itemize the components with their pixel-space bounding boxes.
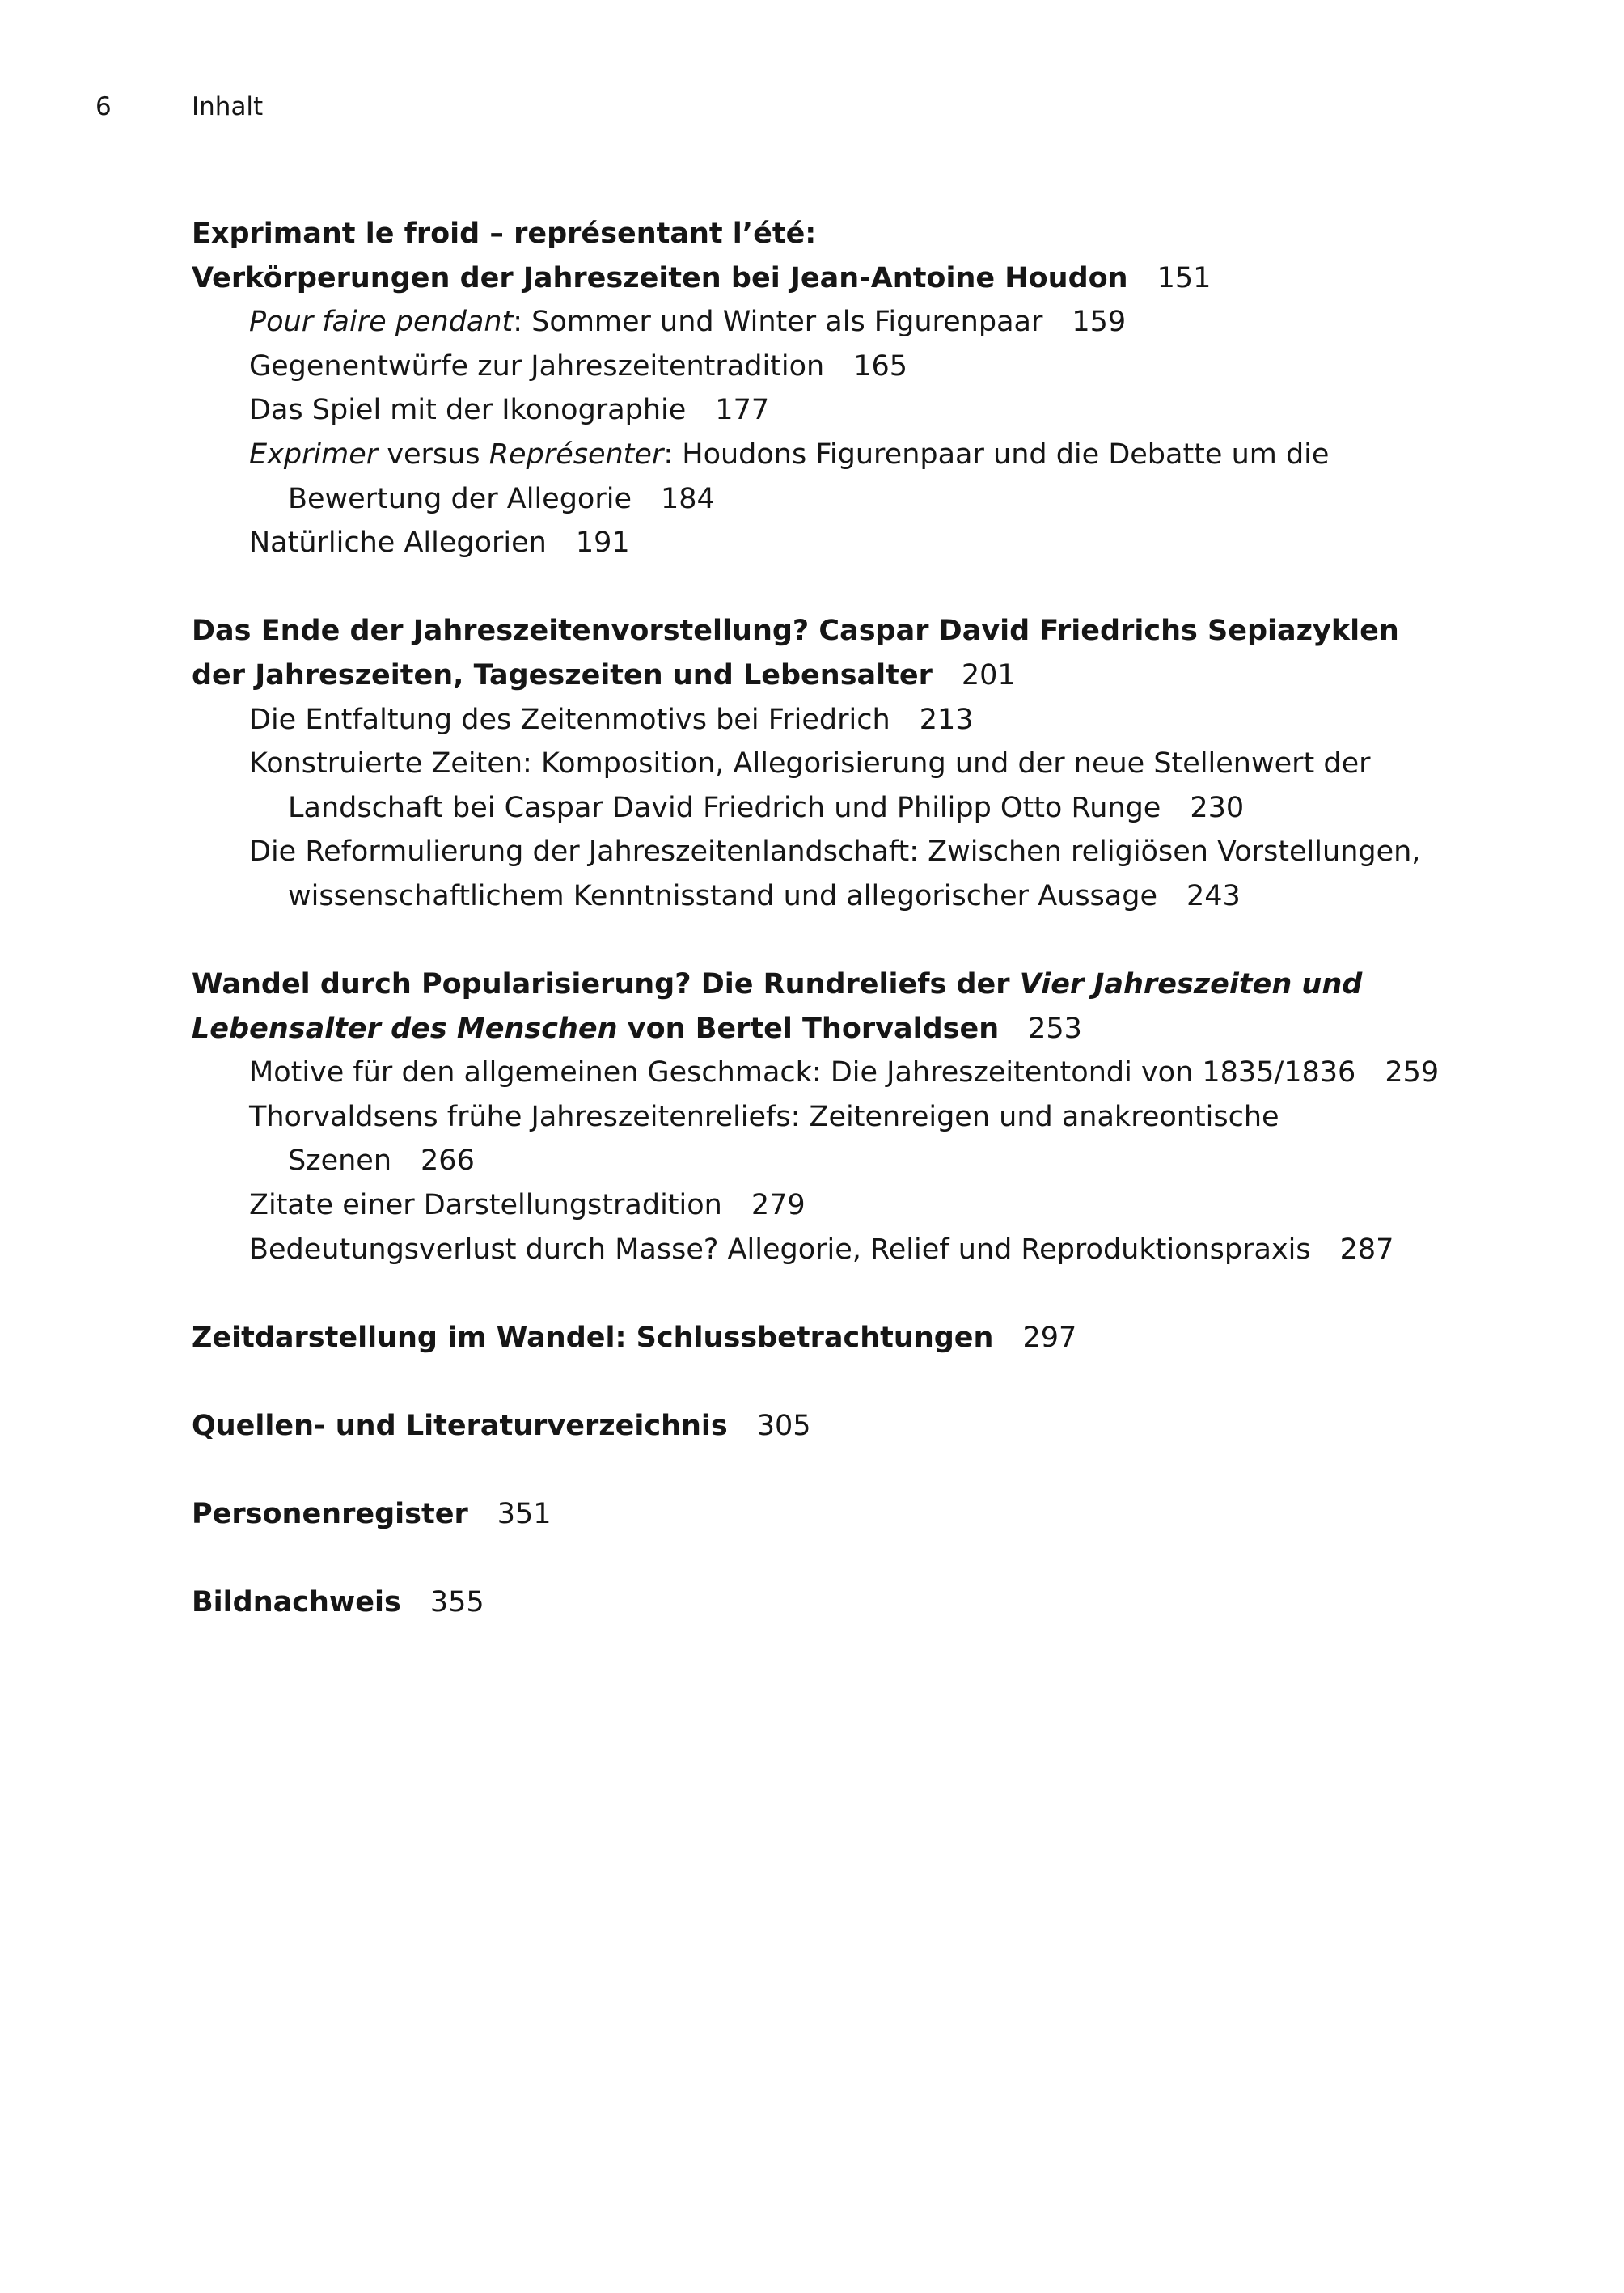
toc-chapter-houdon[interactable]	[192, 212, 1453, 300]
page-ref: 159	[1072, 306, 1127, 339]
section-title-italic: Représenter	[488, 438, 664, 471]
page-ref: 355	[429, 1586, 484, 1619]
toc-section[interactable]	[192, 698, 1453, 742]
toc-section[interactable]	[192, 388, 1453, 433]
section-title: versus	[378, 438, 489, 471]
toc-chapter-thorvaldsen[interactable]	[192, 962, 1453, 1051]
page-ref: 259	[1385, 1056, 1440, 1089]
toc-section[interactable]	[192, 433, 1453, 521]
section-title: Zitate einer Darstellungstradition	[249, 1189, 722, 1222]
page-ref: 279	[751, 1189, 806, 1222]
page-ref: 191	[575, 527, 630, 560]
section-title: Die Reformulierung der Jahreszeitenlandschaft: Zwischen religiösen Vorstellungen, wissenschaftlichem Kenntnisstand und allegorischer Aussage	[249, 836, 1421, 912]
page-ref: 177	[715, 394, 770, 427]
chapter-title: Quellen- und Literaturverzeichnis	[192, 1410, 728, 1443]
page-ref: 266	[421, 1144, 475, 1178]
page-ref: 351	[497, 1498, 552, 1531]
toc-chapter-bibliography[interactable]	[192, 1404, 1453, 1449]
chapter-title-line1: Das Ende der Jahreszeitenvorstellung? Caspar David Friedrichs Sepiazyklen	[192, 615, 1399, 648]
page-ref: 201	[961, 658, 1016, 692]
chapter-title-line2: der Jahreszeiten, Tageszeiten und Lebensalter	[192, 658, 933, 692]
toc-section[interactable]	[192, 1095, 1453, 1183]
toc-section[interactable]	[192, 300, 1453, 345]
section-title: : Houdons Figurenpaar und die Debatte um die Bewertung der Allegorie	[288, 438, 1330, 515]
toc-chapter-image-credits[interactable]	[192, 1580, 1453, 1625]
section-title: Gegenentwürfe zur Jahreszeitentradition	[249, 349, 825, 383]
chapter-title: von Bertel Thorvaldsen	[617, 1012, 1000, 1045]
toc-section[interactable]	[192, 742, 1453, 830]
chapter-title: Personenregister	[192, 1498, 468, 1531]
section-title: Das Spiel mit der Ikonographie	[249, 394, 687, 427]
chapter-title-italic: Vier Jahreszeiten und Lebensalter des Menschen	[192, 968, 1363, 1045]
chapter-title-line1: Exprimant le froid – représentant l’été:	[192, 218, 817, 250]
page-number: 6	[95, 92, 112, 121]
page-ref: 151	[1157, 261, 1212, 294]
toc-section[interactable]	[192, 521, 1453, 565]
running-head	[0, 89, 1624, 125]
chapter-title: Wandel durch Popularisierung? Die Rundreliefs der	[192, 968, 1020, 1001]
toc-section[interactable]	[192, 1228, 1453, 1272]
toc-chapter-friedrich[interactable]	[192, 609, 1453, 697]
page-ref: 297	[1022, 1321, 1077, 1354]
toc-chapter-index[interactable]	[192, 1492, 1453, 1537]
section-title: Konstruierte Zeiten: Komposition, Allegorisierung und der neue Stellenwert der Landschaft bei Caspar David Friedrich und Philipp Otto Runge	[249, 747, 1371, 824]
page-ref: 253	[1028, 1012, 1082, 1045]
section-title-italic: Pour faire pendant	[249, 306, 514, 339]
page-ref: 165	[853, 349, 908, 383]
section-title: Bedeutungsverlust durch Masse? Allegorie, Relief und Reproduktionspraxis	[249, 1233, 1311, 1266]
page-ref: 230	[1190, 791, 1245, 824]
section-title: Motive für den allgemeinen Geschmack: Die Jahreszeitentondi von 1835/1836	[249, 1056, 1356, 1089]
chapter-title: Zeitdarstellung im Wandel: Schlussbetrachtungen	[192, 1321, 994, 1354]
toc-section[interactable]	[192, 1183, 1453, 1228]
toc-chapter-conclusion[interactable]	[192, 1316, 1453, 1360]
section-title-italic: Exprimer	[249, 438, 379, 471]
toc-section[interactable]	[192, 830, 1453, 918]
table-of-contents	[192, 212, 1453, 1625]
page-ref: 305	[756, 1410, 811, 1443]
section-title: Natürliche Allegorien	[249, 527, 547, 560]
toc-section[interactable]	[192, 1051, 1453, 1095]
toc-section[interactable]	[192, 345, 1453, 389]
page-ref: 213	[919, 703, 974, 736]
page-ref: 243	[1186, 879, 1241, 912]
section-title: Thorvaldsens frühe Jahreszeitenreliefs: Zeitenreigen und anakreontische Szenen	[249, 1100, 1279, 1178]
running-title: Inhalt	[192, 92, 264, 121]
chapter-title-line2: Verkörperungen der Jahreszeiten bei Jean-Antoine Houdon	[192, 261, 1128, 294]
chapter-title: Bildnachweis	[192, 1586, 401, 1619]
page-ref: 184	[661, 482, 715, 515]
section-title: Die Entfaltung des Zeitenmotivs bei Friedrich	[249, 703, 890, 736]
section-title: : Sommer und Winter als Figurenpaar	[513, 306, 1043, 339]
page-ref: 287	[1339, 1233, 1394, 1266]
